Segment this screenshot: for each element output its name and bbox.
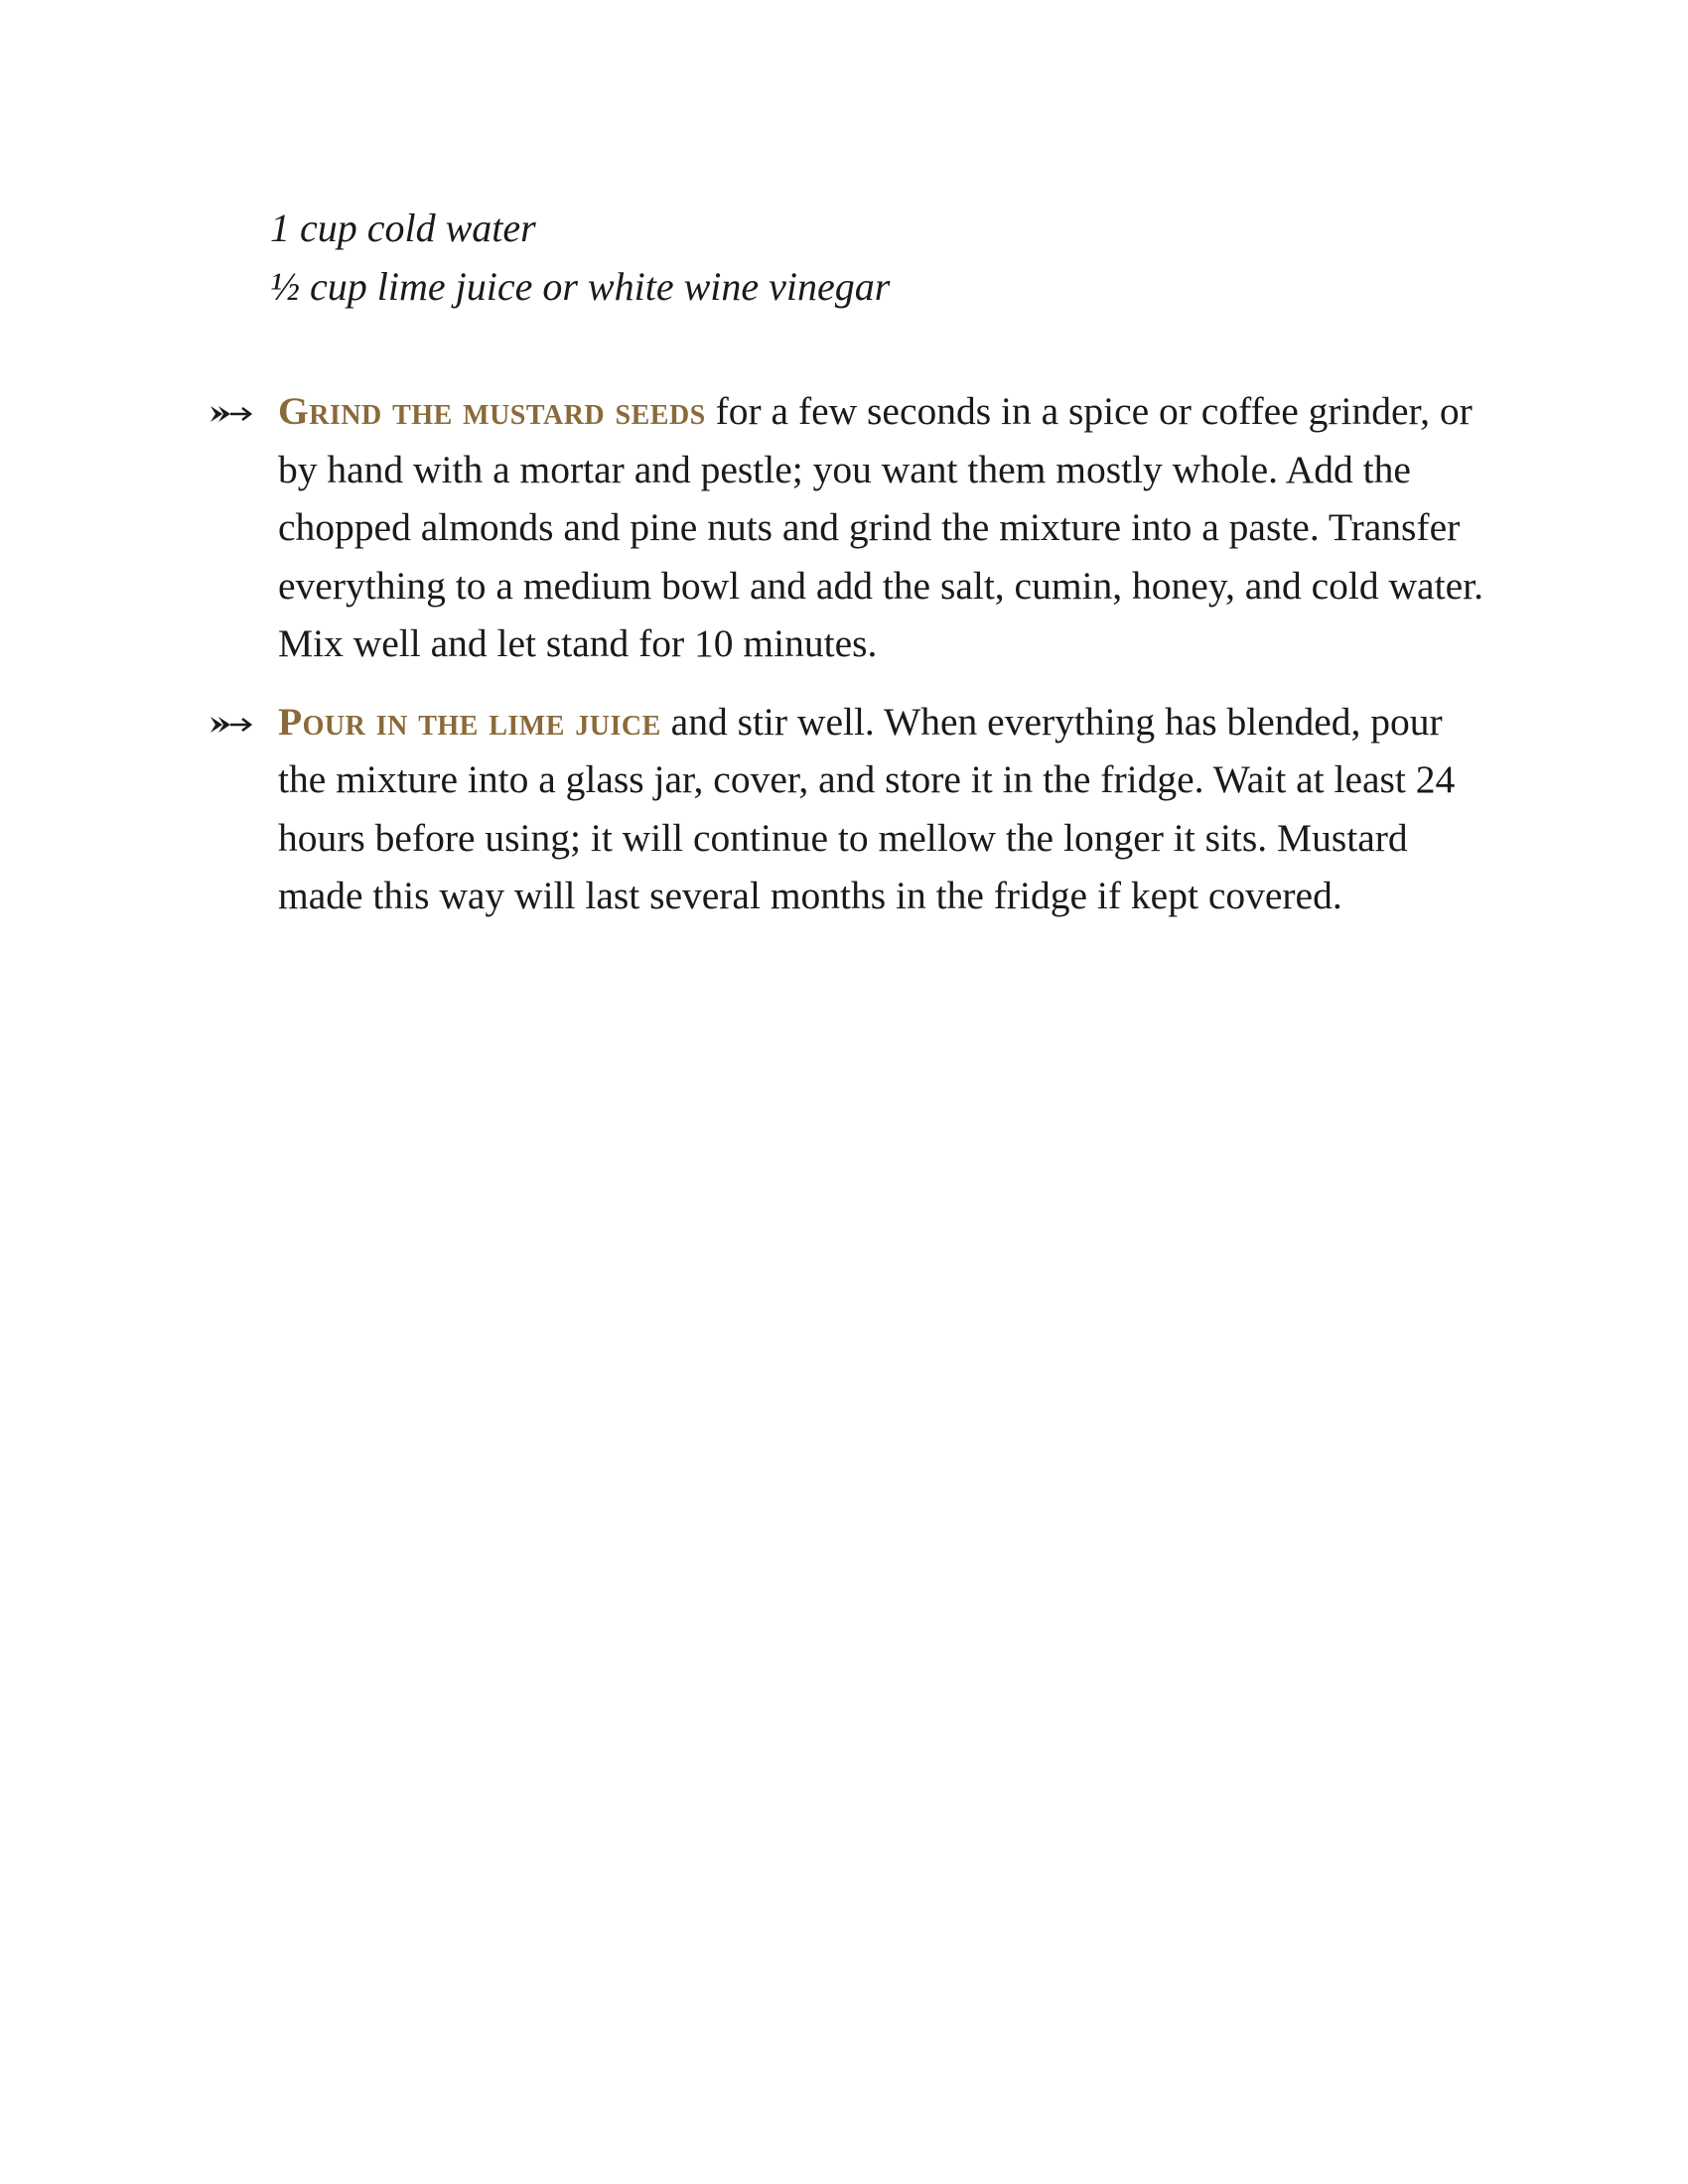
method-step-1-lead: Grind the mustard seeds [278, 389, 706, 433]
ingredient-list [270, 199, 1462, 316]
method-step-1-body: for a few seconds in a spice or coffee grinder, or by hand with a mortar and pestle; you want them mostly whole. Add the chopped almonds and pine nuts and grind the mixture into a paste. Transfer everything to a medium bowl and add the salt, cumin, honey, and cold water. Mix well and let stand for 10 minutes. [278, 389, 1483, 665]
method-step-1 [209, 382, 1499, 673]
method-step-2-lead: Pour in the lime juice [278, 699, 661, 744]
double-arrow-bullet-icon [209, 713, 256, 737]
method-step-2-body: and stir well. When everything has blended, pour the mixture into a glass jar, cover, and store it in the fridge. Wait at least 24 hours before using; it will continue to mellow the longer it sits. Mustard made this way will last several months in the fridge if kept covered. [278, 699, 1456, 917]
method-steps [209, 382, 1499, 945]
method-step-2 [209, 693, 1499, 925]
double-arrow-bullet-icon [209, 402, 256, 426]
ingredient-line-lime-juice: ½ cup lime juice or white wine vinegar [270, 264, 891, 309]
method-step-1-text [278, 382, 1499, 673]
ingredient-line-water: 1 cup cold water [270, 205, 536, 250]
method-step-2-text [278, 693, 1499, 925]
